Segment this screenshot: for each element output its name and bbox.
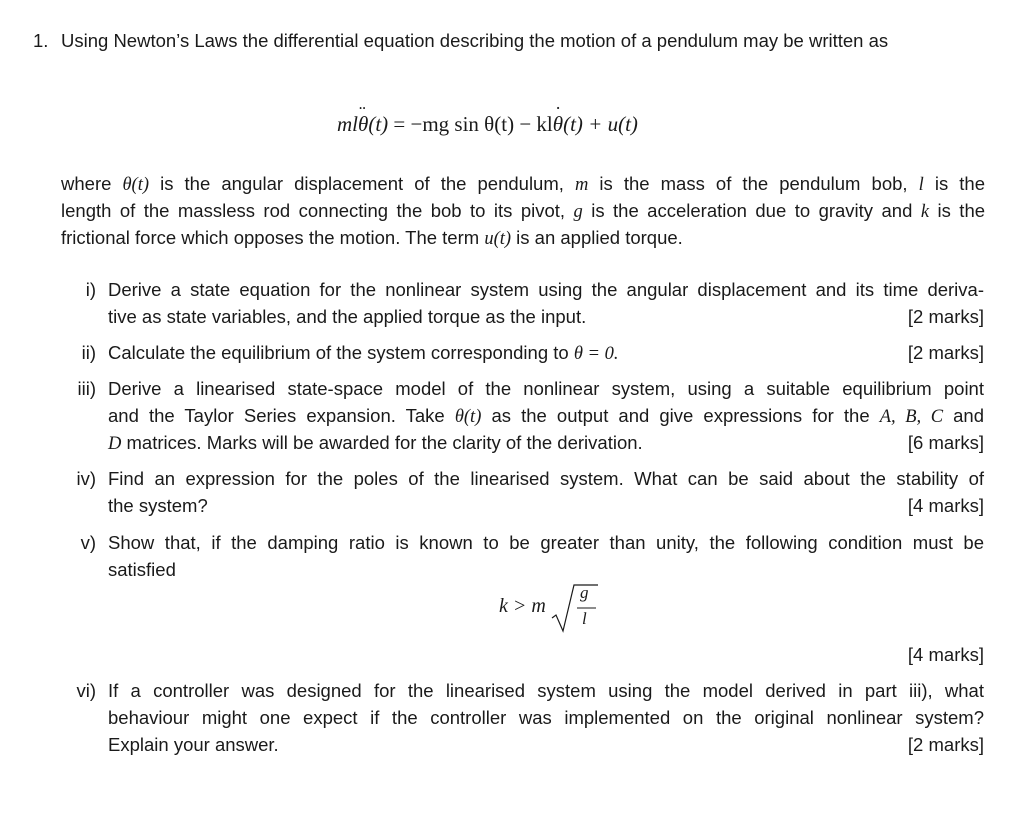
damping-inequality-lhs: k > m: [499, 595, 546, 617]
math-m: m: [574, 175, 589, 195]
equation-t: (t): [368, 112, 389, 136]
equation-lhs: ml: [337, 112, 358, 136]
theta-ddot: ¨ θ: [358, 112, 368, 137]
equation-rhs-1: = −mg sin θ(t) − kl: [393, 112, 553, 136]
part-iv-line-1: Find an expression for the poles of the linearised system. What can be said about the stability of: [108, 468, 984, 489]
part-iv-line-2: the system?: [108, 495, 208, 516]
part-v-marks: [4 marks]: [907, 644, 984, 665]
math-g: g: [573, 202, 583, 222]
pendulum-equation: [337, 112, 638, 137]
part-ii-marks: [2 marks]: [907, 342, 984, 363]
text: is an applied torque.: [516, 227, 683, 248]
part-vi-line-3: Explain your answer.: [108, 734, 279, 755]
text: Calculate the equilibrium of the system corresponding to: [108, 342, 569, 363]
part-iii-label: iii): [77, 378, 96, 399]
text: is the: [937, 200, 986, 221]
part-vi-line-2: behaviour might one expect if the controller was implemented on the original nonlinear system?: [108, 707, 984, 728]
text: matrices. Marks will be awarded for the clarity of the derivation.: [126, 432, 643, 453]
part-i-label: i): [85, 279, 96, 300]
part-iii-line-3: [108, 429, 984, 458]
theta-dot: ˙ θ: [553, 112, 563, 137]
part-i-line-1: Derive a state equation for the nonlinear system using the angular displacement and its time deriva-: [108, 279, 984, 300]
equation-rhs-2: (t) + u(t): [563, 112, 638, 136]
part-v-label: v): [80, 532, 96, 553]
part-vi-line-1: If a controller was designed for the linearised system using the model derived in part iii), what: [108, 680, 984, 701]
part-v-line-1: Show that, if the damping ratio is known to be greater than unity, the following condition must be: [108, 532, 984, 553]
math-theta: θ(t): [454, 407, 482, 427]
text: is the mass of the pendulum bob,: [599, 173, 908, 194]
part-i-line-2: tive as state variables, and the applied torque as the input.: [108, 306, 587, 327]
text: as the output and give expressions for the: [491, 405, 870, 426]
text: is the acceleration due to gravity and: [591, 200, 913, 221]
square-root-sign: [550, 582, 600, 634]
math-theta-zero: θ = 0.: [573, 344, 619, 364]
part-vi-label: vi): [76, 680, 96, 701]
part-iii-marks: [6 marks]: [907, 432, 984, 453]
text: frictional force which opposes the motion. The term: [61, 227, 480, 248]
where-line-1: [61, 170, 985, 199]
math-l: l: [918, 175, 924, 195]
text: where: [61, 173, 112, 194]
text: is the: [934, 173, 986, 194]
math-abc: A, B, C: [879, 407, 944, 427]
math-theta: θ(t): [122, 175, 150, 195]
part-v-line-2: satisfied: [108, 559, 176, 580]
part-iv-label: iv): [76, 468, 96, 489]
part-iv-marks: [4 marks]: [907, 495, 984, 516]
part-ii-line: [108, 339, 984, 368]
part-iii-line-2: [108, 402, 984, 431]
text: and: [953, 405, 985, 426]
text: and the Taylor Series expansion. Take: [108, 405, 445, 426]
question-number: 1.: [33, 30, 49, 51]
text: length of the massless rod connecting the bob to its pivot,: [61, 200, 566, 221]
question-intro: Using Newton’s Laws the differential equation describing the motion of a pendulum may be written as: [61, 30, 889, 51]
math-k: k: [920, 202, 930, 222]
part-vi-marks: [2 marks]: [907, 734, 984, 755]
where-line-2: [61, 197, 985, 226]
math-d: D: [108, 434, 122, 454]
where-line-3: [61, 224, 683, 253]
fraction-numerator: g: [580, 583, 589, 602]
math-u: u(t): [484, 229, 512, 249]
part-iii-line-1: Derive a linearised state-space model of the nonlinear system, using a suitable equilibrium point: [108, 378, 984, 399]
part-i-marks: [2 marks]: [907, 306, 984, 327]
part-ii-label: ii): [81, 342, 96, 363]
text: is the angular displacement of the pendulum,: [160, 173, 564, 194]
fraction-denominator: l: [582, 609, 587, 628]
